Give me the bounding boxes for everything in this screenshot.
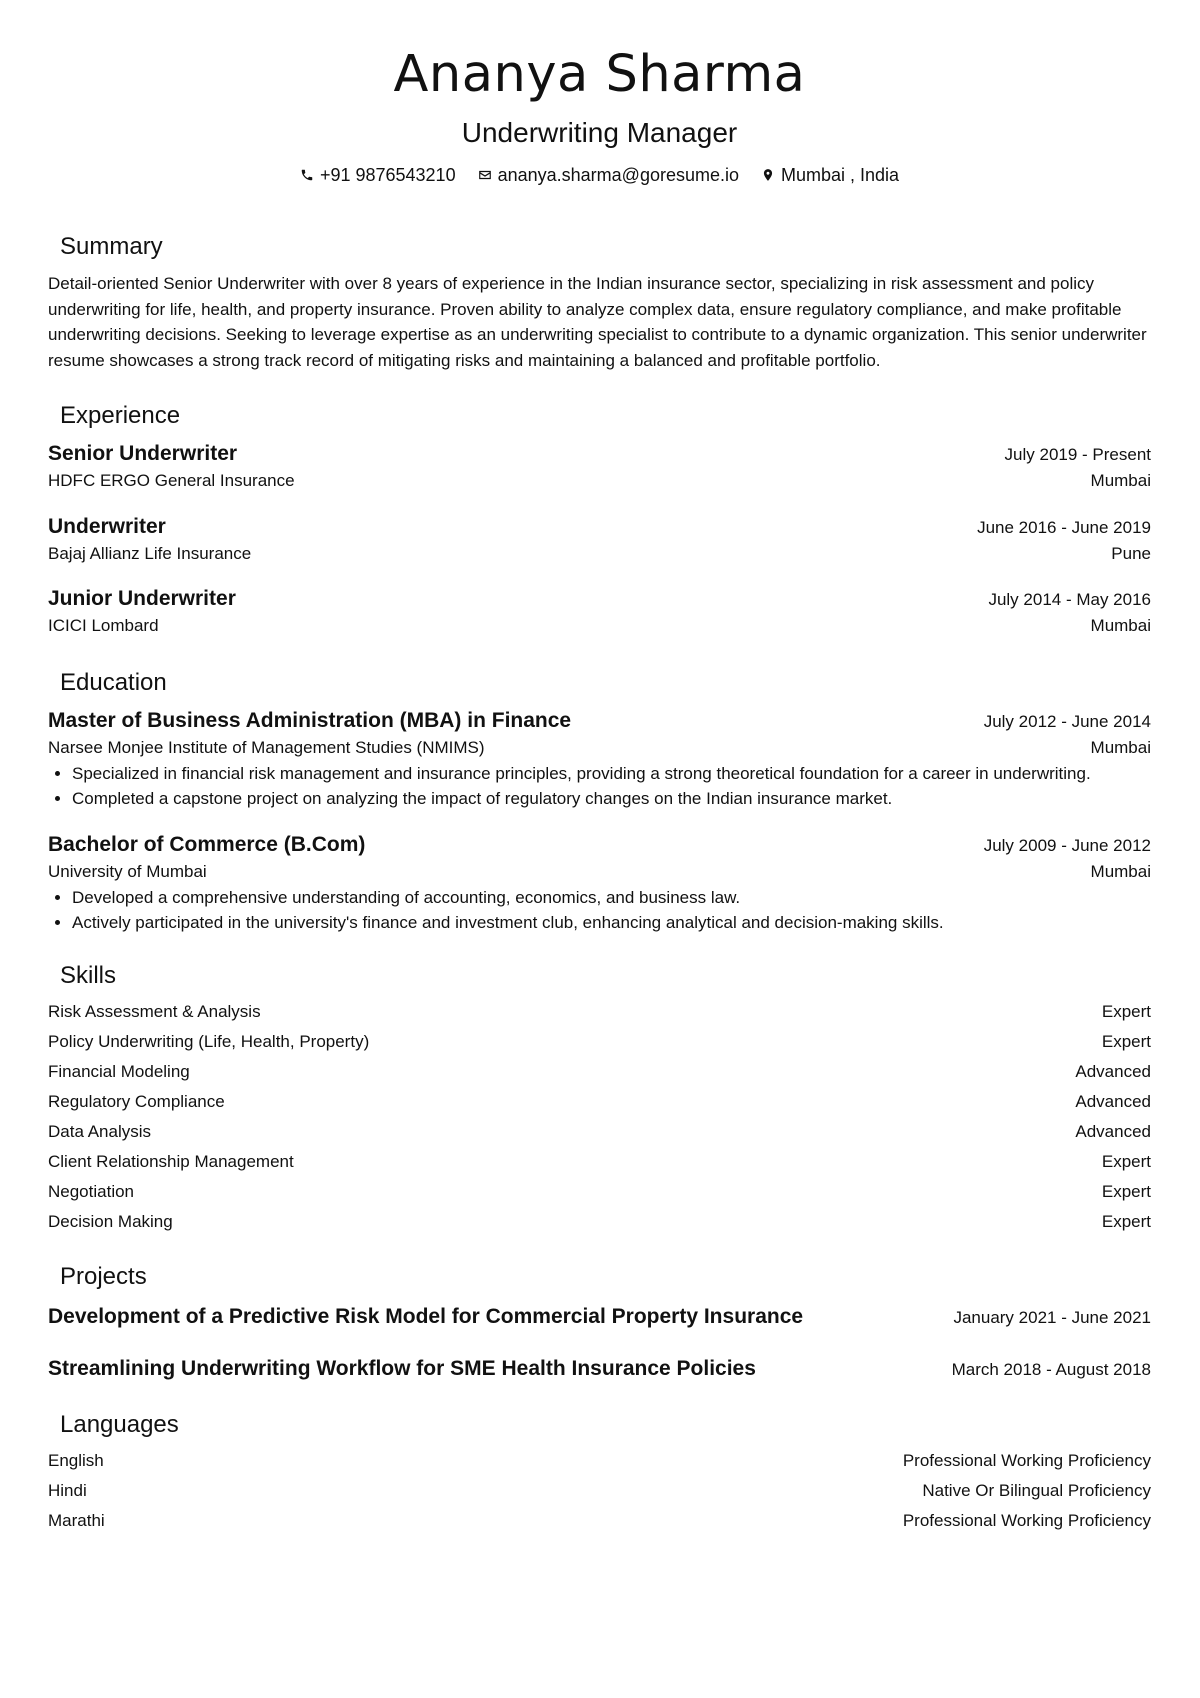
skill-name: Policy Underwriting (Life, Health, Property) (48, 1032, 370, 1051)
languages-heading: Languages (60, 1411, 179, 1438)
project-item (48, 1356, 1151, 1383)
education-school: Narsee Monjee Institute of Management Studies (NMIMS) (48, 738, 485, 757)
language-name: Marathi (48, 1511, 105, 1530)
experience-location: Mumbai (1090, 616, 1151, 635)
education-item (48, 832, 1151, 935)
education-heading: Education (60, 669, 167, 696)
candidate-name: Ananya Sharma (393, 45, 806, 104)
skill-row (48, 1147, 1151, 1177)
education-bullet: • Developed a comprehensive understanding of accounting, economics, and business law. (72, 885, 1151, 910)
experience-title: Senior Underwriter (48, 442, 238, 465)
skill-row (48, 1087, 1151, 1117)
resume-header (48, 0, 1151, 186)
experience-item (48, 441, 1151, 493)
education-degree: Master of Business Administration (MBA) in Finance (48, 709, 572, 732)
education-bullets (48, 761, 1151, 811)
language-row (48, 1446, 1151, 1476)
education-location: Mumbai (1090, 862, 1151, 881)
experience-title: Underwriter (48, 515, 166, 538)
map-pin-icon (761, 168, 775, 182)
skill-level: Expert (1101, 1182, 1151, 1201)
education-location: Mumbai (1090, 738, 1151, 757)
envelope-icon (478, 168, 492, 182)
education-bullet: • Specialized in financial risk management and insurance principles, providing a strong theoretical foundation for a career in underwriting. (72, 761, 1151, 786)
location-text: Mumbai , India (781, 165, 900, 185)
phone-icon (300, 168, 314, 182)
contact-location (761, 164, 899, 186)
skill-level: Advanced (1075, 1122, 1151, 1141)
skill-level: Advanced (1075, 1092, 1151, 1111)
project-title: Streamlining Underwriting Workflow for SME Health Insurance Policies (48, 1357, 756, 1380)
skill-row (48, 1027, 1151, 1057)
skill-row (48, 1057, 1151, 1087)
skill-name: Regulatory Compliance (48, 1092, 225, 1111)
language-level: Native Or Bilingual Proficiency (922, 1481, 1151, 1500)
experience-date: July 2014 - May 2016 (988, 590, 1151, 609)
contact-bar (48, 164, 1151, 186)
language-name: English (48, 1451, 104, 1470)
skill-level: Advanced (1075, 1062, 1151, 1081)
education-date: July 2009 - June 2012 (983, 836, 1151, 855)
project-date: March 2018 - August 2018 (951, 1360, 1151, 1379)
experience-section (48, 401, 1151, 638)
education-section (48, 668, 1151, 935)
skill-row (48, 1177, 1151, 1207)
education-item (48, 708, 1151, 811)
experience-heading: Experience (60, 402, 181, 429)
skill-row (48, 997, 1151, 1027)
experience-location: Mumbai (1090, 471, 1151, 490)
experience-title: Junior Underwriter (48, 587, 236, 610)
phone-text: +91 9876543210 (319, 165, 456, 185)
skill-row (48, 1117, 1151, 1147)
skill-name: Financial Modeling (48, 1062, 190, 1081)
education-date: July 2012 - June 2014 (983, 712, 1151, 731)
skills-section (48, 961, 1151, 1237)
email-text: ananya.sharma@goresume.io (497, 165, 739, 185)
education-school: University of Mumbai (48, 862, 207, 881)
skill-name: Risk Assessment & Analysis (48, 1002, 261, 1021)
experience-company: ICICI Lombard (48, 616, 159, 635)
skill-level: Expert (1101, 1152, 1151, 1171)
skill-row (48, 1207, 1151, 1237)
education-bullet: • Actively participated in the university's finance and investment club, enhancing analytical and decision-making skills. (72, 910, 1151, 935)
skill-name: Decision Making (48, 1212, 173, 1231)
education-bullets (48, 885, 1151, 935)
skill-name: Client Relationship Management (48, 1152, 294, 1171)
skill-level: Expert (1101, 1212, 1151, 1231)
contact-email[interactable] (478, 164, 739, 186)
experience-company: HDFC ERGO General Insurance (48, 471, 295, 490)
projects-section (48, 1262, 1151, 1383)
job-title: Underwriting Manager (461, 117, 738, 148)
skill-name: Data Analysis (48, 1122, 151, 1141)
projects-heading: Projects (60, 1263, 147, 1290)
language-level: Professional Working Proficiency (902, 1451, 1151, 1470)
language-level: Professional Working Proficiency (902, 1511, 1151, 1530)
skill-level: Expert (1101, 1032, 1151, 1051)
contact-phone[interactable] (300, 164, 456, 186)
experience-item (48, 586, 1151, 638)
experience-date: July 2019 - Present (1004, 445, 1151, 464)
experience-location: Pune (1111, 544, 1151, 563)
experience-item (48, 514, 1151, 566)
skill-name: Negotiation (48, 1182, 135, 1201)
project-item (48, 1304, 1151, 1331)
language-name: Hindi (48, 1481, 87, 1500)
skills-heading: Skills (60, 962, 117, 989)
language-row (48, 1476, 1151, 1506)
project-title: Development of a Predictive Risk Model for Commercial Property Insurance (48, 1305, 804, 1328)
summary-heading: Summary (60, 233, 163, 260)
languages-section (48, 1410, 1151, 1536)
skill-level: Expert (1101, 1002, 1151, 1021)
experience-date: June 2016 - June 2019 (977, 518, 1151, 537)
summary-section (48, 232, 1151, 373)
project-date: January 2021 - June 2021 (953, 1308, 1151, 1327)
experience-company: Bajaj Allianz Life Insurance (48, 544, 252, 563)
skills-list (48, 997, 1151, 1237)
languages-list (48, 1446, 1151, 1536)
language-row (48, 1506, 1151, 1536)
education-bullet: • Completed a capstone project on analyzing the impact of regulatory changes on the Indian insurance market. (72, 786, 1151, 811)
education-degree: Bachelor of Commerce (B.Com) (48, 833, 366, 856)
summary-text: Detail-oriented Senior Underwriter with over 8 years of experience in the Indian insurance sector, specializing in risk assessment and policy underwriting for life, health, and property insurance. Proven ability to analyze complex data, ensure regulatory compliance, and make profitable underwriting decisions. Seeking to leverage expertise as an underwriting specialist to contribute to a dynamic organization. This senior underwriter resume showcases a strong track record of mitigating risks and maintaining a balanced and profitable portfolio. (48, 274, 1147, 370)
